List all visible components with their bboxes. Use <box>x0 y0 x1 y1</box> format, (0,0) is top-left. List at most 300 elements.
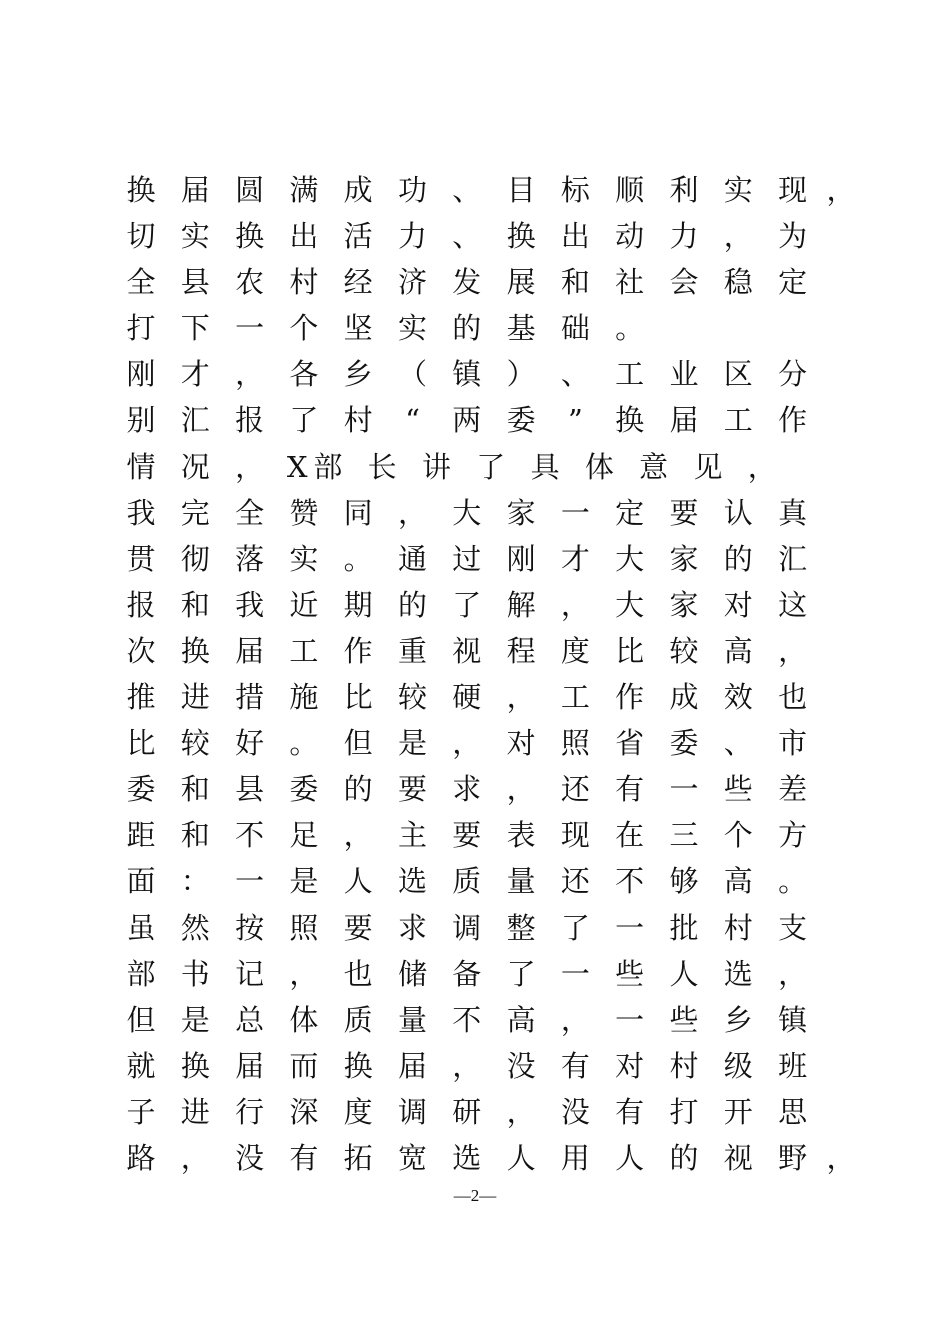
text-glyph: 有 <box>289 1140 319 1175</box>
text-glyph: 然 <box>180 910 210 945</box>
text-glyph: 农 <box>235 265 265 300</box>
text-glyph: 活 <box>343 219 373 254</box>
text-glyph: 要 <box>669 495 699 530</box>
text-line <box>124 628 854 674</box>
text-glyph: 定 <box>778 265 808 300</box>
text-glyph: 效 <box>723 680 753 715</box>
text-glyph: 届 <box>235 1048 265 1083</box>
text-glyph: 方 <box>778 818 808 853</box>
text-glyph: ， <box>747 449 777 484</box>
text-glyph: 部 <box>126 956 156 991</box>
text-glyph: 了 <box>289 403 319 438</box>
text-glyph: 解 <box>506 587 536 622</box>
text-glyph: 现 <box>778 173 808 207</box>
text-glyph: 行 <box>235 1094 265 1129</box>
text-glyph: 是 <box>397 726 427 761</box>
text-glyph: ， <box>778 956 808 991</box>
text-glyph: 一 <box>560 495 590 530</box>
text-glyph: 了 <box>476 449 506 484</box>
text-glyph: 镇 <box>452 357 482 392</box>
text-glyph: 较 <box>669 633 699 668</box>
text-glyph: ， <box>180 1140 210 1175</box>
text-glyph: 、 <box>452 173 482 207</box>
text-glyph: 一 <box>235 864 265 899</box>
text-glyph: 记 <box>235 956 265 991</box>
text-glyph: 视 <box>452 633 482 668</box>
text-glyph: 利 <box>669 173 699 207</box>
text-line <box>124 397 854 443</box>
text-glyph: ， <box>560 587 590 622</box>
text-glyph: 发 <box>452 265 482 300</box>
text-glyph: 作 <box>343 633 373 668</box>
text-line <box>124 1043 854 1089</box>
text-glyph: 近 <box>289 587 319 622</box>
text-glyph: 也 <box>343 956 373 991</box>
text-glyph: 力 <box>397 219 427 254</box>
text-glyph: 视 <box>723 1140 753 1175</box>
text-glyph: 在 <box>615 818 645 853</box>
text-glyph: 不 <box>615 864 645 899</box>
text-glyph: 完 <box>180 495 210 530</box>
text-glyph: 圆 <box>235 173 265 207</box>
text-glyph: 高 <box>506 1002 536 1037</box>
text-glyph: 各 <box>289 357 319 392</box>
text-glyph: ， <box>778 633 808 668</box>
text-glyph: 不 <box>235 818 265 853</box>
text-glyph: 开 <box>723 1094 753 1129</box>
text-glyph: 础 <box>560 311 590 346</box>
text-glyph: 委 <box>289 772 319 807</box>
text-glyph: 工 <box>723 403 753 438</box>
text-glyph: ， <box>235 449 265 484</box>
text-glyph: 用 <box>560 1140 590 1175</box>
text-glyph: 标 <box>560 173 590 207</box>
text-glyph: 换 <box>180 633 210 668</box>
text-glyph: 出 <box>560 219 590 254</box>
text-glyph: 就 <box>126 1048 156 1083</box>
text-glyph: 换 <box>343 1048 373 1083</box>
text-glyph: 的 <box>397 587 427 622</box>
text-glyph: 一 <box>615 1002 645 1037</box>
text-line <box>124 259 854 305</box>
text-glyph: 的 <box>343 772 373 807</box>
text-glyph: 宽 <box>397 1140 427 1175</box>
text-glyph: 、 <box>560 357 590 392</box>
text-glyph: ， <box>506 680 536 715</box>
text-glyph: 。 <box>289 726 319 761</box>
text-glyph: 和 <box>180 818 210 853</box>
text-glyph: 批 <box>669 910 699 945</box>
text-glyph: 个 <box>723 818 753 853</box>
text-glyph: 足 <box>289 818 319 853</box>
text-glyph: 了 <box>560 910 590 945</box>
text-glyph: 书 <box>180 956 210 991</box>
text-glyph: 经 <box>343 265 373 300</box>
text-glyph: 期 <box>343 587 373 622</box>
text-glyph: 届 <box>180 173 210 207</box>
text-glyph: 分 <box>778 357 808 392</box>
text-glyph: 有 <box>615 1094 645 1129</box>
text-glyph: 力 <box>669 219 699 254</box>
text-glyph: 虽 <box>126 910 156 945</box>
text-glyph: 调 <box>452 910 482 945</box>
text-glyph: 了 <box>506 956 536 991</box>
text-glyph: 些 <box>723 772 753 807</box>
text-glyph: 换 <box>235 219 265 254</box>
text-glyph: ， <box>343 818 373 853</box>
text-glyph: 一 <box>560 956 590 991</box>
text-glyph: 没 <box>235 1140 265 1175</box>
text-glyph: 有 <box>560 1048 590 1083</box>
text-glyph: 和 <box>180 587 210 622</box>
text-glyph: 深 <box>289 1094 319 1129</box>
text-line <box>124 905 854 951</box>
text-glyph: 要 <box>343 910 373 945</box>
text-glyph: 工 <box>560 680 590 715</box>
text-glyph: 济 <box>397 265 427 300</box>
text-glyph: 和 <box>180 772 210 807</box>
text-glyph: 野 <box>778 1140 808 1175</box>
text-glyph: 贯 <box>126 541 156 576</box>
text-glyph: 刚 <box>126 357 156 392</box>
text-glyph: 别 <box>126 403 156 438</box>
text-glyph: 乡 <box>343 357 373 392</box>
text-glyph: 大 <box>615 541 645 576</box>
text-glyph: 村 <box>343 403 373 438</box>
text-glyph: 成 <box>669 680 699 715</box>
text-glyph: 实 <box>180 219 210 254</box>
text-glyph: 动 <box>615 219 645 254</box>
text-glyph: 情 <box>126 449 156 484</box>
text-glyph: 要 <box>397 772 427 807</box>
text-glyph: 一 <box>615 910 645 945</box>
text-glyph: 市 <box>778 726 808 761</box>
text-glyph: 选 <box>452 1140 482 1175</box>
text-glyph: 度 <box>343 1094 373 1129</box>
text-line <box>124 536 854 582</box>
text-glyph: 高 <box>723 633 753 668</box>
text-glyph: 家 <box>669 587 699 622</box>
text-glyph: ” <box>567 403 583 438</box>
text-glyph: 比 <box>126 726 156 761</box>
text-glyph: 差 <box>778 772 808 807</box>
text-glyph: 我 <box>235 587 265 622</box>
text-glyph: 推 <box>126 680 156 715</box>
text-glyph: 打 <box>669 1094 699 1129</box>
text-glyph: 满 <box>289 173 319 207</box>
text-glyph: 定 <box>615 495 645 530</box>
text-glyph: 意 <box>639 449 669 484</box>
text-glyph: 汇 <box>180 403 210 438</box>
text-glyph: 换 <box>506 219 536 254</box>
text-glyph: 次 <box>126 633 156 668</box>
text-line <box>124 674 854 720</box>
text-glyph: 届 <box>669 403 699 438</box>
text-glyph: ， <box>452 1048 482 1083</box>
text-glyph: ， <box>289 956 319 991</box>
text-glyph: 思 <box>778 1094 808 1129</box>
text-glyph: 班 <box>778 1048 808 1083</box>
text-glyph: 作 <box>778 403 808 438</box>
text-glyph: 求 <box>397 910 427 945</box>
text-glyph: 够 <box>669 864 699 899</box>
text-glyph: （ <box>397 357 427 392</box>
text-glyph: 而 <box>289 1048 319 1083</box>
text-glyph: 功 <box>397 173 427 207</box>
text-glyph: 目 <box>506 173 536 207</box>
text-glyph: 认 <box>723 495 753 530</box>
text-glyph: 实 <box>723 173 753 207</box>
text-glyph: 这 <box>778 587 808 622</box>
text-glyph: ， <box>723 219 753 254</box>
text-line <box>124 951 854 997</box>
text-glyph: 作 <box>615 680 645 715</box>
text-glyph: 对 <box>615 1048 645 1083</box>
text-glyph: 工 <box>289 633 319 668</box>
text-glyph: 是 <box>289 864 319 899</box>
text-glyph: 才 <box>560 541 590 576</box>
text-glyph: 具 <box>530 449 560 484</box>
text-glyph: 、 <box>452 219 482 254</box>
text-glyph: 个 <box>289 311 319 346</box>
text-glyph: 路 <box>126 1140 156 1175</box>
text-glyph: 体 <box>584 449 614 484</box>
text-glyph: 、 <box>723 726 753 761</box>
text-glyph: 度 <box>560 633 590 668</box>
text-glyph: 社 <box>615 265 645 300</box>
text-glyph: 刚 <box>506 541 536 576</box>
text-glyph: 见 <box>693 449 723 484</box>
text-glyph: 比 <box>343 680 373 715</box>
text-glyph: 村 <box>723 910 753 945</box>
text-line <box>124 351 854 397</box>
text-glyph: X <box>286 449 308 484</box>
text-glyph: 较 <box>180 726 210 761</box>
text-glyph: 的 <box>452 311 482 346</box>
text-glyph: 没 <box>560 1094 590 1129</box>
text-glyph: 。 <box>615 311 645 346</box>
text-line <box>124 720 854 766</box>
text-glyph: 村 <box>289 265 319 300</box>
text-glyph: 对 <box>723 587 753 622</box>
text-glyph: 支 <box>778 910 808 945</box>
text-glyph: 人 <box>343 864 373 899</box>
text-glyph: 真 <box>778 495 808 530</box>
text-glyph: 届 <box>397 1048 427 1083</box>
text-glyph: 子 <box>126 1094 156 1129</box>
text-glyph: 硬 <box>452 680 482 715</box>
text-glyph: 拓 <box>343 1140 373 1175</box>
text-glyph: 有 <box>615 772 645 807</box>
text-glyph: 坚 <box>343 311 373 346</box>
text-glyph: 同 <box>343 495 373 530</box>
text-glyph: 大 <box>615 587 645 622</box>
text-glyph: 对 <box>506 726 536 761</box>
text-glyph: ， <box>506 1094 536 1129</box>
text-glyph: 照 <box>289 910 319 945</box>
text-line <box>124 1135 854 1181</box>
text-glyph: ， <box>560 1002 590 1037</box>
text-glyph: 但 <box>126 1002 156 1037</box>
text-glyph: 些 <box>615 956 645 991</box>
text-glyph: 赞 <box>289 495 319 530</box>
text-glyph: 的 <box>669 1140 699 1175</box>
text-glyph: 体 <box>289 1002 319 1037</box>
text-glyph: 全 <box>126 265 156 300</box>
page-number: —2— <box>453 1186 497 1205</box>
text-glyph: 但 <box>343 726 373 761</box>
text-glyph: 没 <box>506 1048 536 1083</box>
text-glyph: 业 <box>669 357 699 392</box>
text-glyph: 主 <box>397 818 427 853</box>
text-glyph: ， <box>826 173 856 207</box>
text-glyph: 程 <box>506 633 536 668</box>
text-glyph: 进 <box>180 680 210 715</box>
text-glyph: 是 <box>180 1002 210 1037</box>
text-glyph: 研 <box>452 1094 482 1129</box>
text-glyph: 施 <box>289 680 319 715</box>
text-glyph: 县 <box>235 772 265 807</box>
text-glyph: 家 <box>506 495 536 530</box>
text-glyph: 人 <box>615 1140 645 1175</box>
text-glyph: 村 <box>669 1048 699 1083</box>
text-glyph: 讲 <box>421 449 451 484</box>
text-line <box>124 812 854 858</box>
text-glyph: 人 <box>506 1140 536 1175</box>
text-line <box>124 582 854 628</box>
text-glyph: “ <box>405 403 420 438</box>
text-glyph: 人 <box>669 956 699 991</box>
text-glyph: 按 <box>235 910 265 945</box>
text-glyph: 委 <box>669 726 699 761</box>
text-glyph: 好 <box>235 726 265 761</box>
text-glyph: 切 <box>126 219 156 254</box>
text-glyph: 还 <box>560 772 590 807</box>
text-glyph: 现 <box>560 818 590 853</box>
text-glyph: 一 <box>669 772 699 807</box>
text-glyph: 比 <box>615 633 645 668</box>
text-glyph: 高 <box>723 864 753 899</box>
text-line <box>124 305 854 351</box>
text-glyph: 报 <box>126 587 156 622</box>
text-glyph: 。 <box>778 864 808 899</box>
text-glyph: 汇 <box>778 541 808 576</box>
text-line <box>124 858 854 904</box>
text-glyph: 届 <box>235 633 265 668</box>
text-glyph: 基 <box>506 311 536 346</box>
text-glyph: 措 <box>235 680 265 715</box>
text-glyph: 选 <box>397 864 427 899</box>
text-glyph: 调 <box>397 1094 427 1129</box>
text-glyph: 重 <box>397 633 427 668</box>
text-glyph: 实 <box>397 311 427 346</box>
text-glyph: 通 <box>397 541 427 576</box>
text-glyph: 换 <box>180 1048 210 1083</box>
text-glyph: 三 <box>669 818 699 853</box>
text-glyph: 区 <box>723 357 753 392</box>
text-line <box>124 444 854 490</box>
text-glyph: 。 <box>343 541 373 576</box>
text-line <box>124 213 854 259</box>
text-glyph: 一 <box>235 311 265 346</box>
text-glyph: 总 <box>235 1002 265 1037</box>
text-glyph: 备 <box>452 956 482 991</box>
text-line <box>124 1089 854 1135</box>
text-glyph: 选 <box>723 956 753 991</box>
text-glyph: 要 <box>452 818 482 853</box>
text-glyph: 为 <box>778 219 808 254</box>
text-glyph: 落 <box>235 541 265 576</box>
text-glyph: 下 <box>180 311 210 346</box>
text-glyph: 也 <box>778 680 808 715</box>
text-glyph: 打 <box>126 311 156 346</box>
text-glyph: 镇 <box>778 1002 808 1037</box>
text-glyph: 出 <box>289 219 319 254</box>
text-glyph: 委 <box>506 403 536 438</box>
text-glyph: 过 <box>452 541 482 576</box>
text-glyph: 量 <box>397 1002 427 1037</box>
text-glyph: 质 <box>343 1002 373 1037</box>
text-glyph: 质 <box>452 864 482 899</box>
text-glyph: 储 <box>397 956 427 991</box>
text-glyph: 家 <box>669 541 699 576</box>
text-glyph: 面 <box>126 864 156 899</box>
text-glyph: 量 <box>506 864 536 899</box>
text-glyph: 了 <box>452 587 482 622</box>
text-line <box>124 490 854 536</box>
text-glyph: 长 <box>367 449 397 484</box>
text-glyph: 县 <box>180 265 210 300</box>
text-glyph: 照 <box>560 726 590 761</box>
text-glyph: 不 <box>452 1002 482 1037</box>
text-glyph: 和 <box>560 265 590 300</box>
text-glyph: 部 <box>313 449 343 484</box>
text-glyph: 较 <box>397 680 427 715</box>
text-glyph: 况 <box>180 449 210 484</box>
text-glyph: 整 <box>506 910 536 945</box>
text-glyph: 级 <box>723 1048 753 1083</box>
text-glyph: 乡 <box>723 1002 753 1037</box>
text-glyph: 彻 <box>180 541 210 576</box>
text-glyph: 换 <box>615 403 645 438</box>
text-glyph: 的 <box>723 541 753 576</box>
text-line <box>124 997 854 1043</box>
text-glyph: 换 <box>126 173 156 207</box>
text-glyph: ： <box>180 864 210 899</box>
text-glyph: 省 <box>615 726 645 761</box>
text-glyph: 会 <box>669 265 699 300</box>
text-glyph: 我 <box>126 495 156 530</box>
text-glyph: ， <box>235 357 265 392</box>
text-glyph: ， <box>506 772 536 807</box>
text-glyph: 进 <box>180 1094 210 1129</box>
text-glyph: 还 <box>560 864 590 899</box>
text-glyph: 大 <box>452 495 482 530</box>
text-glyph: 求 <box>452 772 482 807</box>
text-line <box>124 167 854 213</box>
text-glyph: ， <box>826 1140 856 1175</box>
text-glyph: ， <box>397 495 427 530</box>
text-glyph: 工 <box>615 357 645 392</box>
body-text <box>124 167 854 1181</box>
text-glyph: ， <box>452 726 482 761</box>
text-glyph: 表 <box>506 818 536 853</box>
text-glyph: 距 <box>126 818 156 853</box>
text-glyph: 实 <box>289 541 319 576</box>
text-glyph: 报 <box>235 403 265 438</box>
text-glyph: 稳 <box>723 265 753 300</box>
text-glyph: 全 <box>235 495 265 530</box>
